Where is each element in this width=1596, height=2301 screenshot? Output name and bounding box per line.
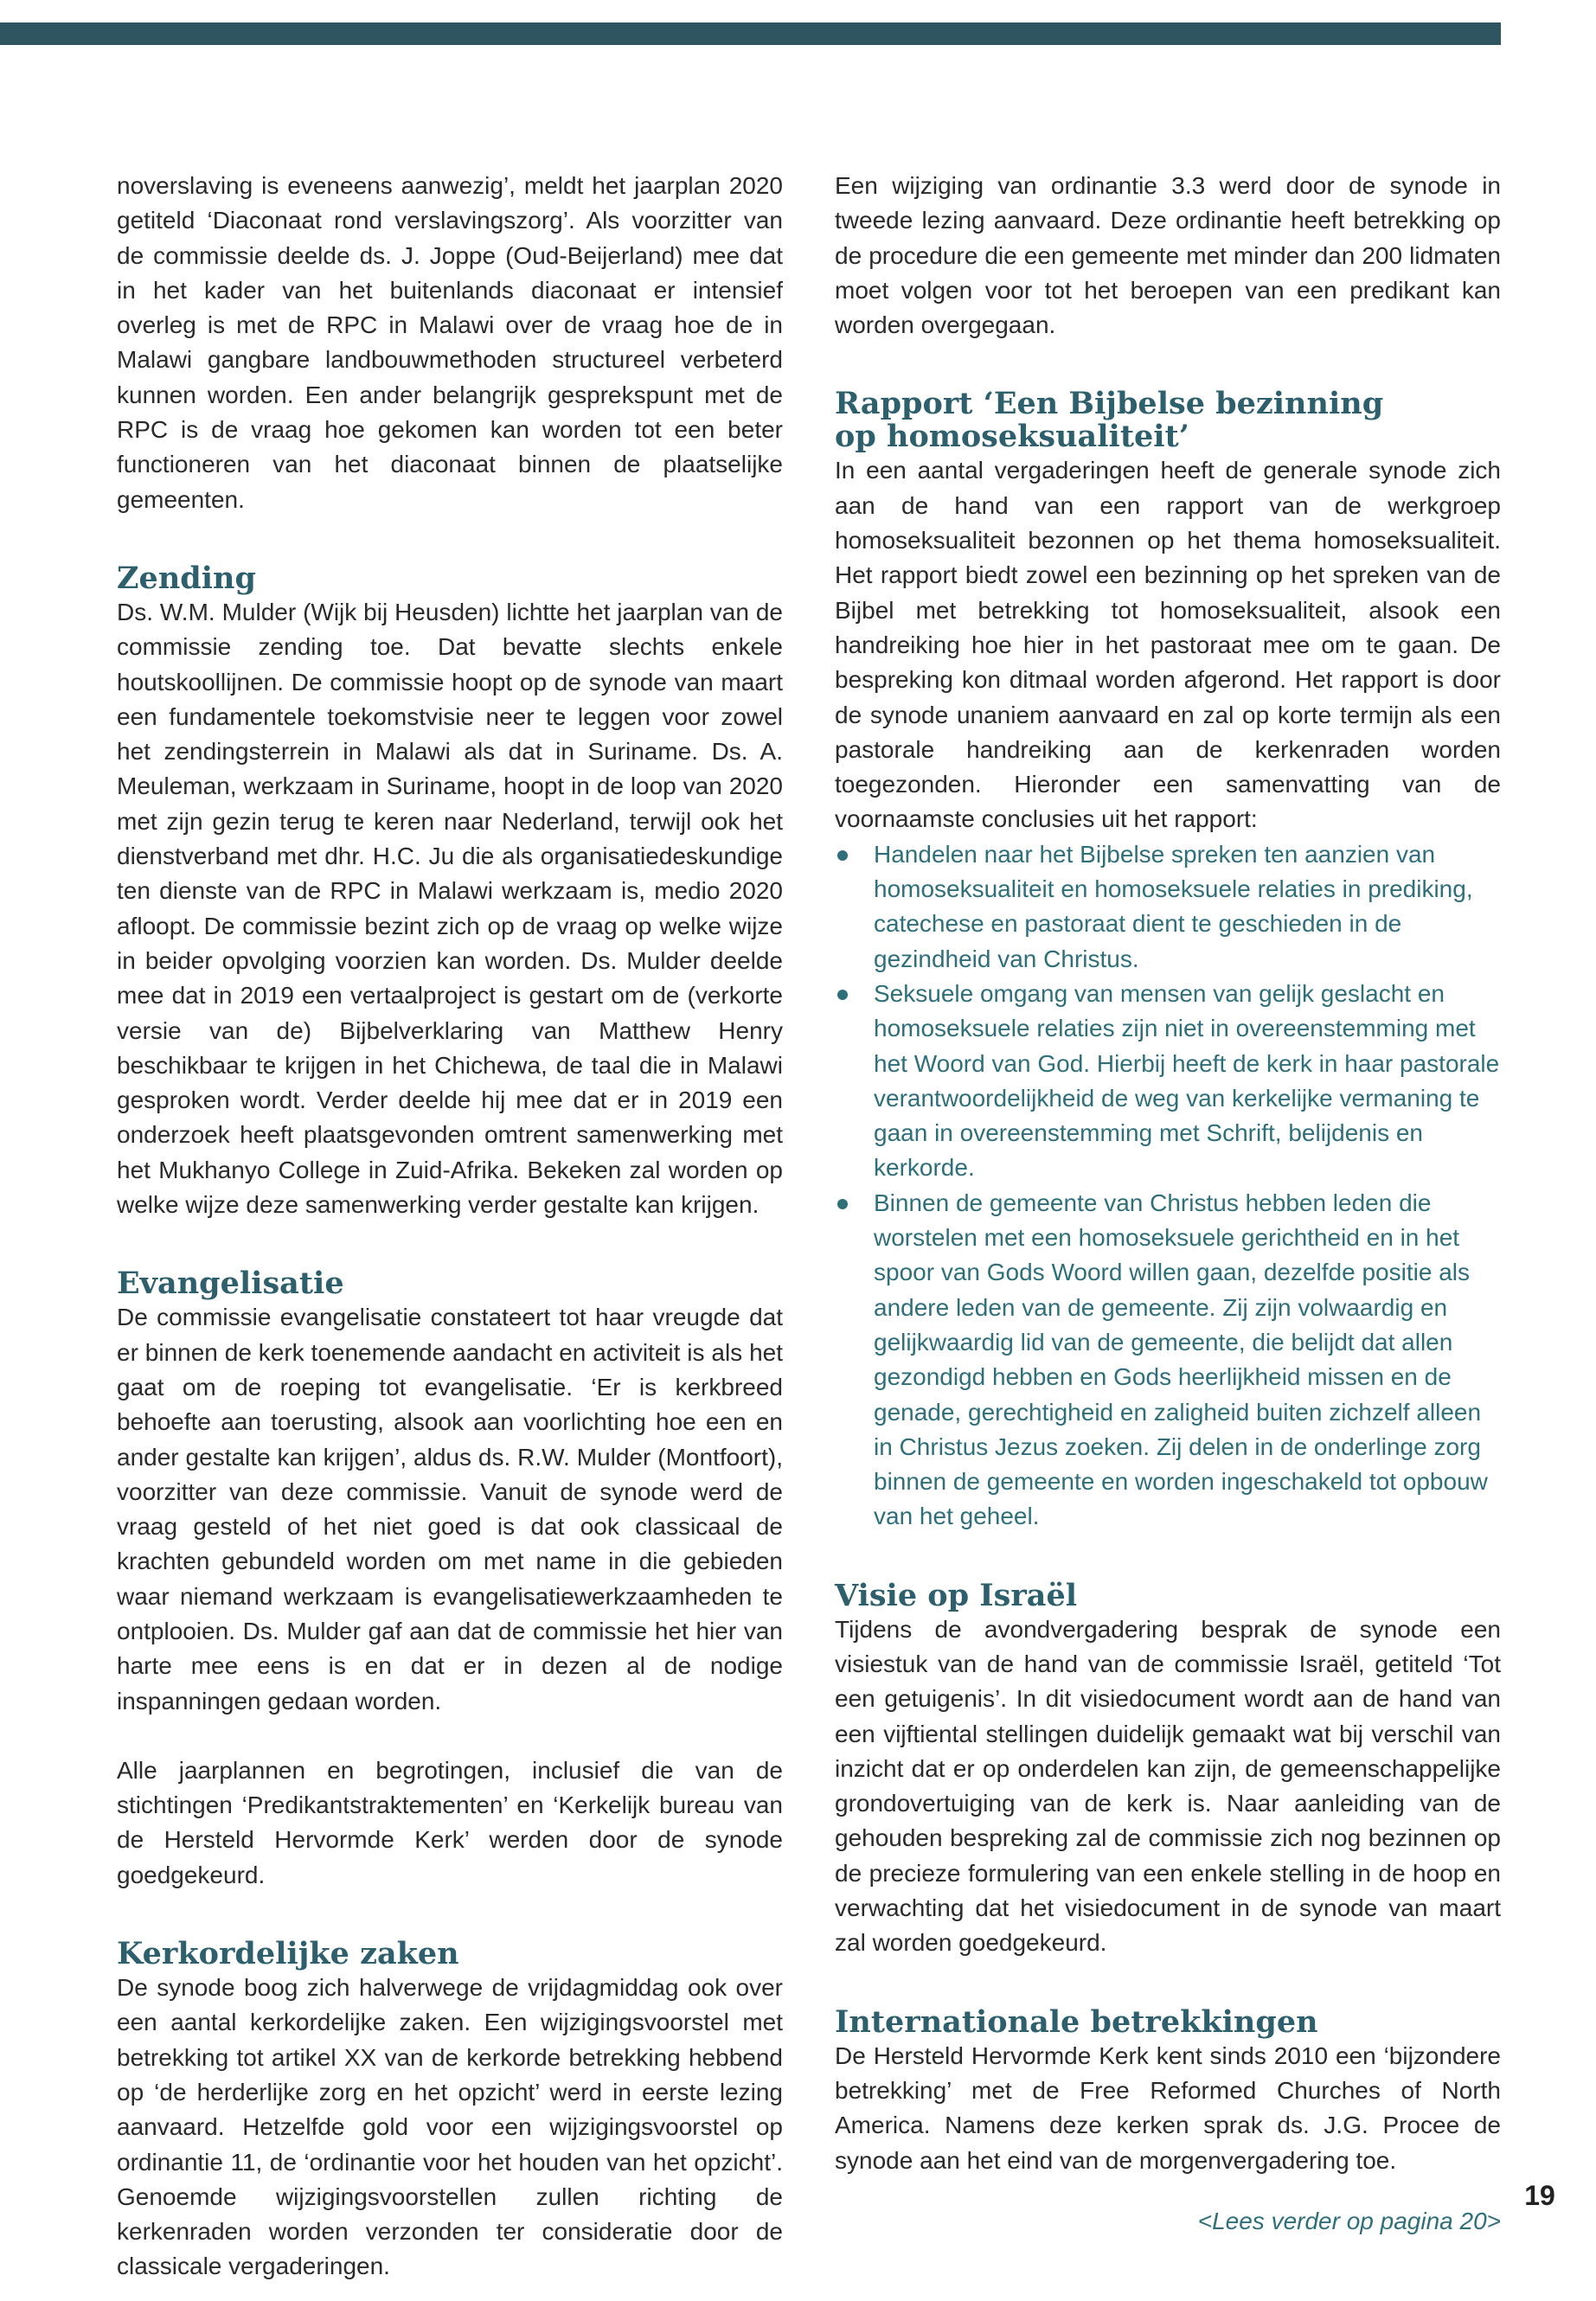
intro-paragraph: noverslaving is eveneens aanwezig’, meldt het jaarplan 2020 getiteld ‘Diaconaat rond verslavingszorg’. Als voorzitter van de commissie deelde ds. J. Joppe (Oud-Beijerland) mee dat in het kader van het buitenlands diaconaat er intensief overleg is met de RPC in Malawi over de vraag hoe de in Malawi gangbare landbouwmethoden structureel verbeterd kunnen worden. Een ander belangrijk gesprekspunt met de RPC is de vraag hoe gekomen kan worden tot een beter functioneren van het diaconaat binnen de plaatselijke gemeenten. <box>117 172 783 513</box>
section-heading <box>835 388 1501 453</box>
list-item-text: Binnen de gemeente van Christus hebben leden die worstelen met een homoseksuele gerichtheid en in het spoor van Gods Woord willen gaan, dezelfde positie als andere leden van de gemeente. Zij zijn volwaardig en gelijkwaardig lid van de gemeente, die belijdt dat allen gezondigd hebben en Gods heerlijkheid missen en de genade, gerechtigheid en zaligheid buiten zichzelf alleen in Christus Jezus zoeken. Zij delen in de onderlinge zorg binnen de gemeente en worden ingeschakeld tot opbouw van het geheel. <box>874 1189 1488 1530</box>
list-item <box>835 837 1501 977</box>
right-column <box>835 169 1501 2239</box>
heading-line: Rapport ‘Een Bijbelse bezinning <box>835 386 1384 422</box>
heading-line: op homoseksualiteit’ <box>835 419 1189 455</box>
section-heading: Zending <box>117 560 256 596</box>
section-paragraph: De synode boog zich halverwege de vrijdagmiddag ook over een aantal kerkordelijke zaken. Een wijzigingsvoorstel met betrekking tot artikel XX van de kerkorde betrekking hebbend op ‘de herderlijke zorg en het opzicht’ werd in eerste lezing aanvaard. Hetzelfde gold voor een wijzigingsvoorstel op ordinantie 11, de ‘ordinantie voor het houden van het opzicht’. Genoemde wijzigingsvoorstellen zullen richting de kerkenraden worden verzonden ter consideratie door de classicale vergaderingen. <box>117 1974 783 2280</box>
bullet-icon <box>837 1199 848 1209</box>
section-paragraph: De commissie evangelisatie constateert tot haar vreugde dat er binnen de kerk toenemende aandacht en activiteit is als het gaat om de roeping tot evangelisatie. ‘Er is kerkbreed behoefte aan toerusting, alsook aan voorlichting hoe een en ander gestalte kan krijgen’, aldus ds. R.W. Mulder (Montfoort), voorzitter van deze commissie. Vanuit de synode werd de vraag gesteld of het niet goed is dat ook classicaal de krachten gebundeld worden om met name in die gebieden waar niemand werkzaam is evangelisatiewerkzaamheden te ontplooien. Ds. Mulder gaf aan dat de commissie het hier van harte mee eens is en dat er in dezen al de nodige inspanningen gedaan worden. <box>117 1304 783 1715</box>
bullet-icon <box>837 850 848 861</box>
list-item-text: Handelen naar het Bijbelse spreken ten aanzien van homoseksualiteit en homoseksuele relaties in prediking, catechese en pastoraat dient te geschieden in de gezindheid van Christus. <box>874 840 1473 972</box>
section-paragraph: Tijdens de avondvergadering besprak de synode een visiestuk van de hand van de commissie Israël, getiteld ‘Tot een getuigenis’. In dit visiedocument wordt aan de hand van een vijftiental stellingen duidelijk gemaakt wat bij verschil van inzicht dat er op onderdelen kan zijn, de gemeenschappelijke grondovertuiging van de kerk is. Naar aanleiding van de gehouden bespreking zal de commissie zich nog bezinnen op de precieze formulering van een enkele stelling in de hoop en verwachting dat het visiedocument in de synode van maart zal worden goedgekeurd. <box>835 1615 1501 1957</box>
page-number: 19 <box>1524 2180 1555 2211</box>
continue-reading-link[interactable]: <Lees verder op pagina 20> <box>1197 2207 1501 2234</box>
section-zending <box>117 562 783 1222</box>
section-kerkordelijke-zaken <box>117 1938 783 2285</box>
section-heading: Visie op Israël <box>835 1577 1078 1613</box>
intro-paragraph: Een wijziging van ordinantie 3.3 werd door de synode in tweede lezing aanvaard. Deze ordinantie heeft betrekking op de procedure die een gemeente met minder dan 200 lidmaten moet volgen voor tot het beroepen van een predikant kan worden overgegaan. <box>835 172 1501 339</box>
section-heading: Kerkordelijke zaken <box>117 1936 459 1972</box>
bullet-icon <box>837 990 848 1000</box>
section-internationale-betrekkingen <box>835 2003 1501 2178</box>
section-paragraph: De Hersteld Hervormde Kerk kent sinds 2010 een ‘bijzondere betrekking’ met de Free Reformed Churches of North America. Namens deze kerken sprak ds. J.G. Procee de synode aan het eind van de morgenvergadering toe. <box>835 2041 1501 2174</box>
section-paragraph: In een aantal vergaderingen heeft de generale synode zich aan de hand van een rapport van de werkgroep homoseksualiteit bezonnen op het thema homoseksualiteit. Het rapport biedt zowel een bezinning op het spreken van de Bijbel met betrekking tot homoseksualiteit, alsook een handreiking hoe hier in het pastoraat mee om te gaan. De bespreking kon ditmaal worden afgerond. Het rapport is door de synode unaniem aanvaard en zal op korte termijn als een pastorale handreiking aan de kerkenraden worden toegezonden. Hieronder een samenvatting van de voornaamste conclusies uit het rapport: <box>835 457 1501 833</box>
list-item <box>835 1186 1501 1535</box>
section-evangelisatie <box>117 1267 783 1893</box>
section-rapport <box>835 388 1501 1534</box>
top-accent-bar <box>0 22 1501 45</box>
list-item-text: Seksuele omgang van mensen van gelijk geslacht en homoseksuele relaties zijn niet in overeenstemming met het Woord van God. Hierbij heeft de kerk in haar pastorale verantwoordelijkheid de weg van kerkelijke vermaning te gaan in overeenstemming met Schrift, belijdenis en kerkorde. <box>874 979 1500 1182</box>
section-paragraph: Alle jaarplannen en begrotingen, inclusief die van de stichtingen ‘Predikantstraktementen’ en ‘Kerkelijk bureau van de Hersteld Hervormde Kerk’ werden door de synode goedgekeurd. <box>117 1756 783 1888</box>
section-israel <box>835 1577 1501 1961</box>
list-item <box>835 977 1501 1186</box>
section-paragraph: Ds. W.M. Mulder (Wijk bij Heusden) lichtte het jaarplan van de commissie zending toe. Dat bevatte slechts enkele houtskoollijnen. De commissie hoopt op de synode van maart een fundamentele toekomstvisie neer te leggen voor zowel het zendingsterrein in Malawi als dat in Suriname. Ds. A. Meuleman, werkzaam in Suriname, hoopt in de loop van 2020 met zijn gezin terug te keren naar Nederland, terwijl ook het dienstverband met dhr. H.C. Ju die als organisatiedeskundige ten dienste van de RPC in Malawi werkzaam is, medio 2020 afloopt. De commissie bezint zich op de vraag op welke wijze in beider opvolging voorzien kan worden. Ds. Mulder deelde mee dat in 2019 een vertaalproject is gestart om de (verkorte versie van de) Bijbelverklaring van Matthew Henry beschikbaar te krijgen in het Chichewa, de taal die in Malawi gesproken wordt. Verder deelde hij mee dat er in 2019 een onderzoek heeft plaatsgevonden omtrent samenwerking met het Mukhanyo College in Zuid-Afrika. Bekeken zal worden op welke wijze deze samenwerking verder gestalte kan krijgen. <box>117 598 783 1219</box>
conclusions-list <box>835 837 1501 1535</box>
section-heading: Evangelisatie <box>117 1266 344 1302</box>
left-column <box>117 169 783 2285</box>
section-heading: Internationale betrekkingen <box>835 2003 1318 2040</box>
